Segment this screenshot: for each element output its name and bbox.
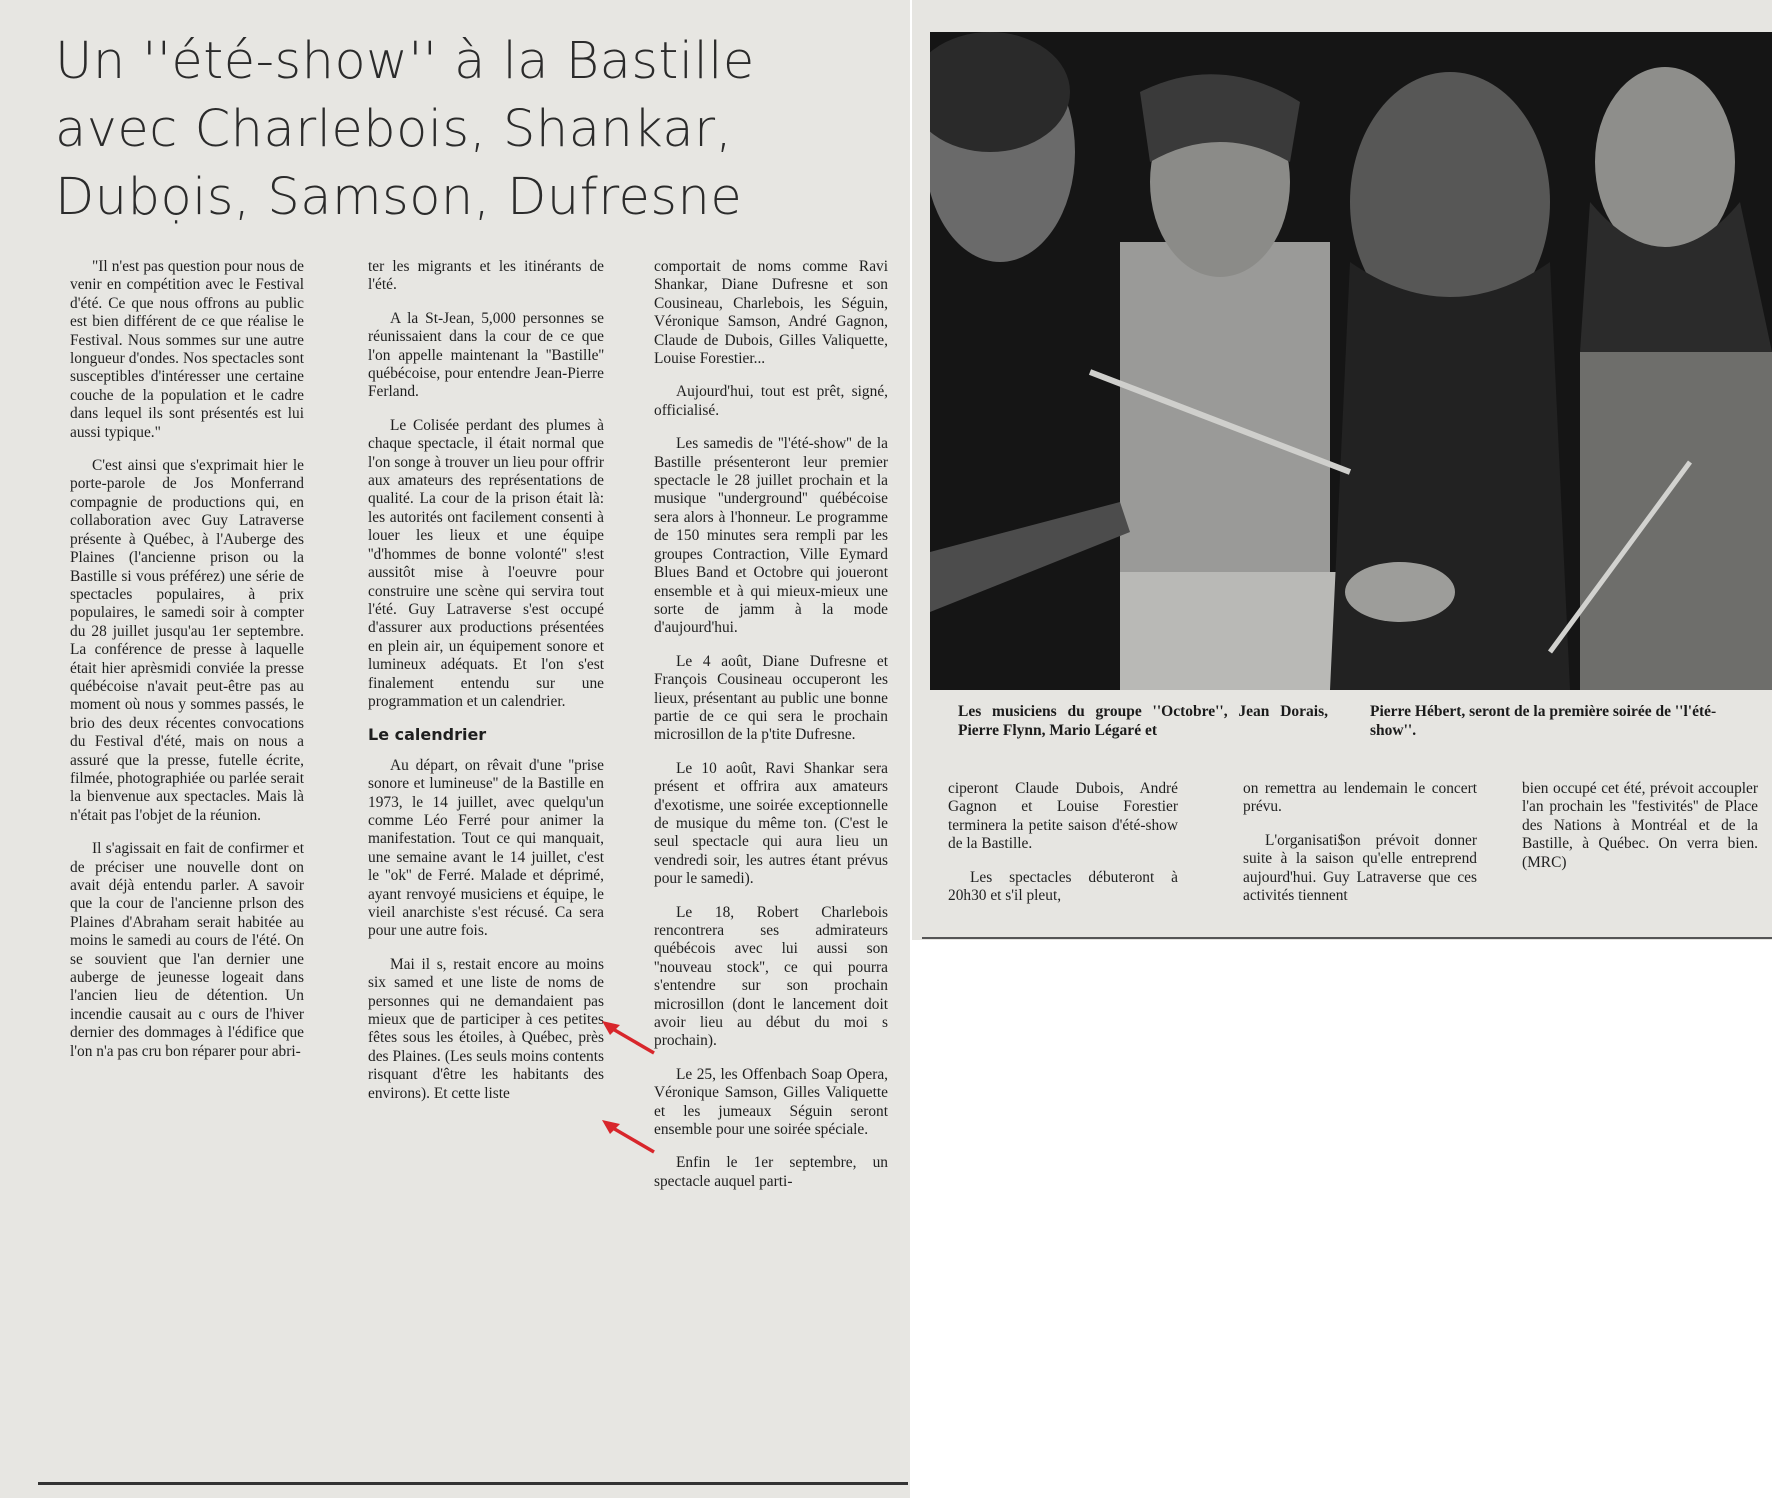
- article-column-4: [948, 780, 1178, 920]
- paragraph: Le 10 août, Ravi Shankar sera présent et offrira aux amateurs d'exotisme, une soirée exceptionnelle de musique du même ton. (C'est le seul spectacle qui aura lieu un vendredi soir, les autres étant prévus pour le samedi).: [654, 759, 888, 888]
- photo-caption-right: Pierre Hébert, seront de la première soirée de ''l'été-show''.: [1370, 703, 1717, 739]
- photo-caption-left: Les musiciens du groupe ''Octobre'', Jean Dorais, Pierre Flynn, Mario Légaré et: [958, 703, 1328, 739]
- paragraph: on remettra au lendemain le concert prévu.: [1243, 780, 1477, 816]
- paragraph: Le Colisée perdant des plumes à chaque spectacle, il était normal que l'on songe à trouver un lieu pour offrir aux amateurs des représentations de qualité. La cour de la prison était là: les autorités ont facilement consenti à louer les lieux et une équipe ''d'hommes de bonne volonté'' s!est aussitôt mise à l'oeuvre pour construire une scène qui servira tout l'été. Guy Latraverse s'est occupé d'assurer aux productions présentées en plein air, un équipement sonore et lumineux adéquats. Et l'on s'est finalement entendu sur une programmation et un calendrier.: [368, 416, 604, 710]
- bottom-rule: [38, 1482, 908, 1485]
- paragraph: Au départ, on rêvait d'une ''prise sonore et lumineuse'' de la Bastille en 1973, le 14 juillet, avec quelqu'un comme Léo Ferré pour animer la manifestation. Tout ce qui manquait, une semaine avant le 14 juillet, c'est le ''ok'' de Ferré. Malade et déprimé, ayant renvoyé musiciens et équipe, le vieil anarchiste s'est récusé. Ca sera pour une autre fois.: [368, 756, 604, 940]
- paragraph: C'est ainsi que s'exprimait hier le porte-parole de Jos Monferrand compagnie de productions qui, en collaboration avec Guy Latraverse présente à Québec, à l'Auberge des Plaines (l'ancienne prison ou la Bastille si vous préférez) une série de spectacles populaires, à prix populaires, le samedi soir à compter du 28 juillet jusqu'au 1er septembre. La conférence de presse à laquelle était hier aprèsmidi conviée la presse québécoise n'avait peut-être pas au moment où nous y sommes passés, le brio des deux récentes convocations du Festival d'été, mais on nous a assuré que la presse, futelle écrite, filmée, photographiée ou parlée serait la bienvenue aux spectacles. Mais là n'était pas l'objet de la réunion.: [70, 457, 304, 824]
- paragraph: ter les migrants et les itinérants de l'été.: [368, 258, 604, 294]
- paragraph: "Il n'est pas question pour nous de venir en compétition avec le Festival d'été. Ce que nous offrons au public est bien différent de ce que réalise le Festival. Nous sommes sur une autre longueur d'ondes. Nos spectacles sont susceptibles d'intéresser une certaine couche de la population et le cadre dans lequel ils sont présentés est lui aussi typique.": [70, 258, 304, 441]
- red-arrow-icon: [598, 1116, 658, 1156]
- paragraph: A la St-Jean, 5,000 personnes se réunissaient dans la cour de ce que l'on appelle maintenant la ''Bastille'' québécoise, pour entendre Jean-Pierre Ferland.: [368, 309, 604, 401]
- headline: Un ''été-show'' à la Bastille avec Charlebois, Shankar, Dubọis, Samson, Dufresne: [55, 32, 755, 227]
- band-photo: [930, 32, 1772, 690]
- paragraph: Le 4 août, Diane Dufresne et François Cousineau occuperont les lieux, présentant au public une bonne partie de ce qui sera le prochain microsillon de la p'tite Dufresne.: [654, 652, 888, 744]
- right-bottom-rule: [922, 937, 1772, 939]
- article-column-1: [70, 258, 304, 1076]
- paragraph: bien occupé cet été, prévoit accoupler l'an prochain les ''festivités'' de Place des Nations à Montréal et de la Bastille, à Québec. On verra bien. (MRC): [1522, 780, 1758, 871]
- paragraph: Les spectacles débuteront à 20h30 et s'il pleut,: [948, 868, 1178, 905]
- subhead-calendrier: Le calendrier: [368, 725, 487, 745]
- paragraph: Mai il s, restait encore au moins six samed et une liste de noms de personnes qui ne demandaient pas mieux que de participer à ces petites fêtes sous les étoiles, à Québec, près des Plaines. (Les seuls moins contents risquant d'être les habitants des environs). Et cette liste: [368, 955, 604, 1102]
- paragraph: Il s'agissait en fait de confirmer et de préciser une nouvelle dont on avait déjà entendu parler. A savoir que la cour de l'ancienne prlson des Plaines d'Abraham serait habitée au moins le samedi au cours de l'été. On se souvient que l'an dernier une auberge de jeunesse logeait dans l'ancien lieu de détention. Un incendie causait au c ours de l'hiver dernier des dommages à l'édifice que l'on n'a pas cru bon réparer pour abri-: [70, 840, 304, 1060]
- band-photo-image: [930, 32, 1772, 690]
- paragraph: comportait de noms comme Ravi Shankar, Diane Dufresne et son Cousineau, Charlebois, les Séguin, Véronique Samson, André Gagnon, Claude de Dubois, Gilles Valiquette, Louise Forestier...: [654, 258, 888, 368]
- paragraph: Aujourd'hui, tout est prêt, signé, officialisé.: [654, 383, 888, 419]
- paragraph: Enfin le 1er septembre, un spectacle auquel parti-: [654, 1154, 888, 1190]
- paragraph: Le 18, Robert Charlebois rencontrera ses admirateurs québécois avec lui aussi son ''nouveau stock'', ce qui pourra s'entendre sur son prochain microsillon (dont le lancement doit avoir lieu au début du moi s prochain).: [654, 903, 888, 1050]
- paragraph: Le 25, les Offenbach Soap Opera, Véronique Samson, Gilles Valiquette et les jumeaux Séguin seront ensemble pour une soirée spéciale.: [654, 1065, 888, 1139]
- paragraph: Les samedis de ''l'été-show'' de la Bastille présenteront leur premier spectacle le 28 juillet prochain et la musique ''underground'' québécoise sera alors à l'honneur. Le programme de 150 minutes sera rempli par les groupes Contraction, Ville Eymard Blues Band et Octobre qui joueront ensemble et à qui mieux-mieux une sorte de jamm à la mode d'aujourd'hui.: [654, 435, 888, 637]
- article-column-3: [654, 258, 888, 1206]
- article-column-2: [368, 258, 604, 1118]
- paragraph: L'organisati$on prévoit donner suite à la saison qu'elle entreprend aujourd'hui. Guy Latraverse que ces activités tiennent: [1243, 831, 1477, 905]
- red-arrow-icon: [598, 1017, 658, 1057]
- paragraph: ciperont Claude Dubois, André Gagnon et Louise Forestier terminera la petite saison d'été-show de la Bastille.: [948, 780, 1178, 853]
- article-column-6: [1522, 780, 1758, 887]
- article-column-5: [1243, 780, 1477, 920]
